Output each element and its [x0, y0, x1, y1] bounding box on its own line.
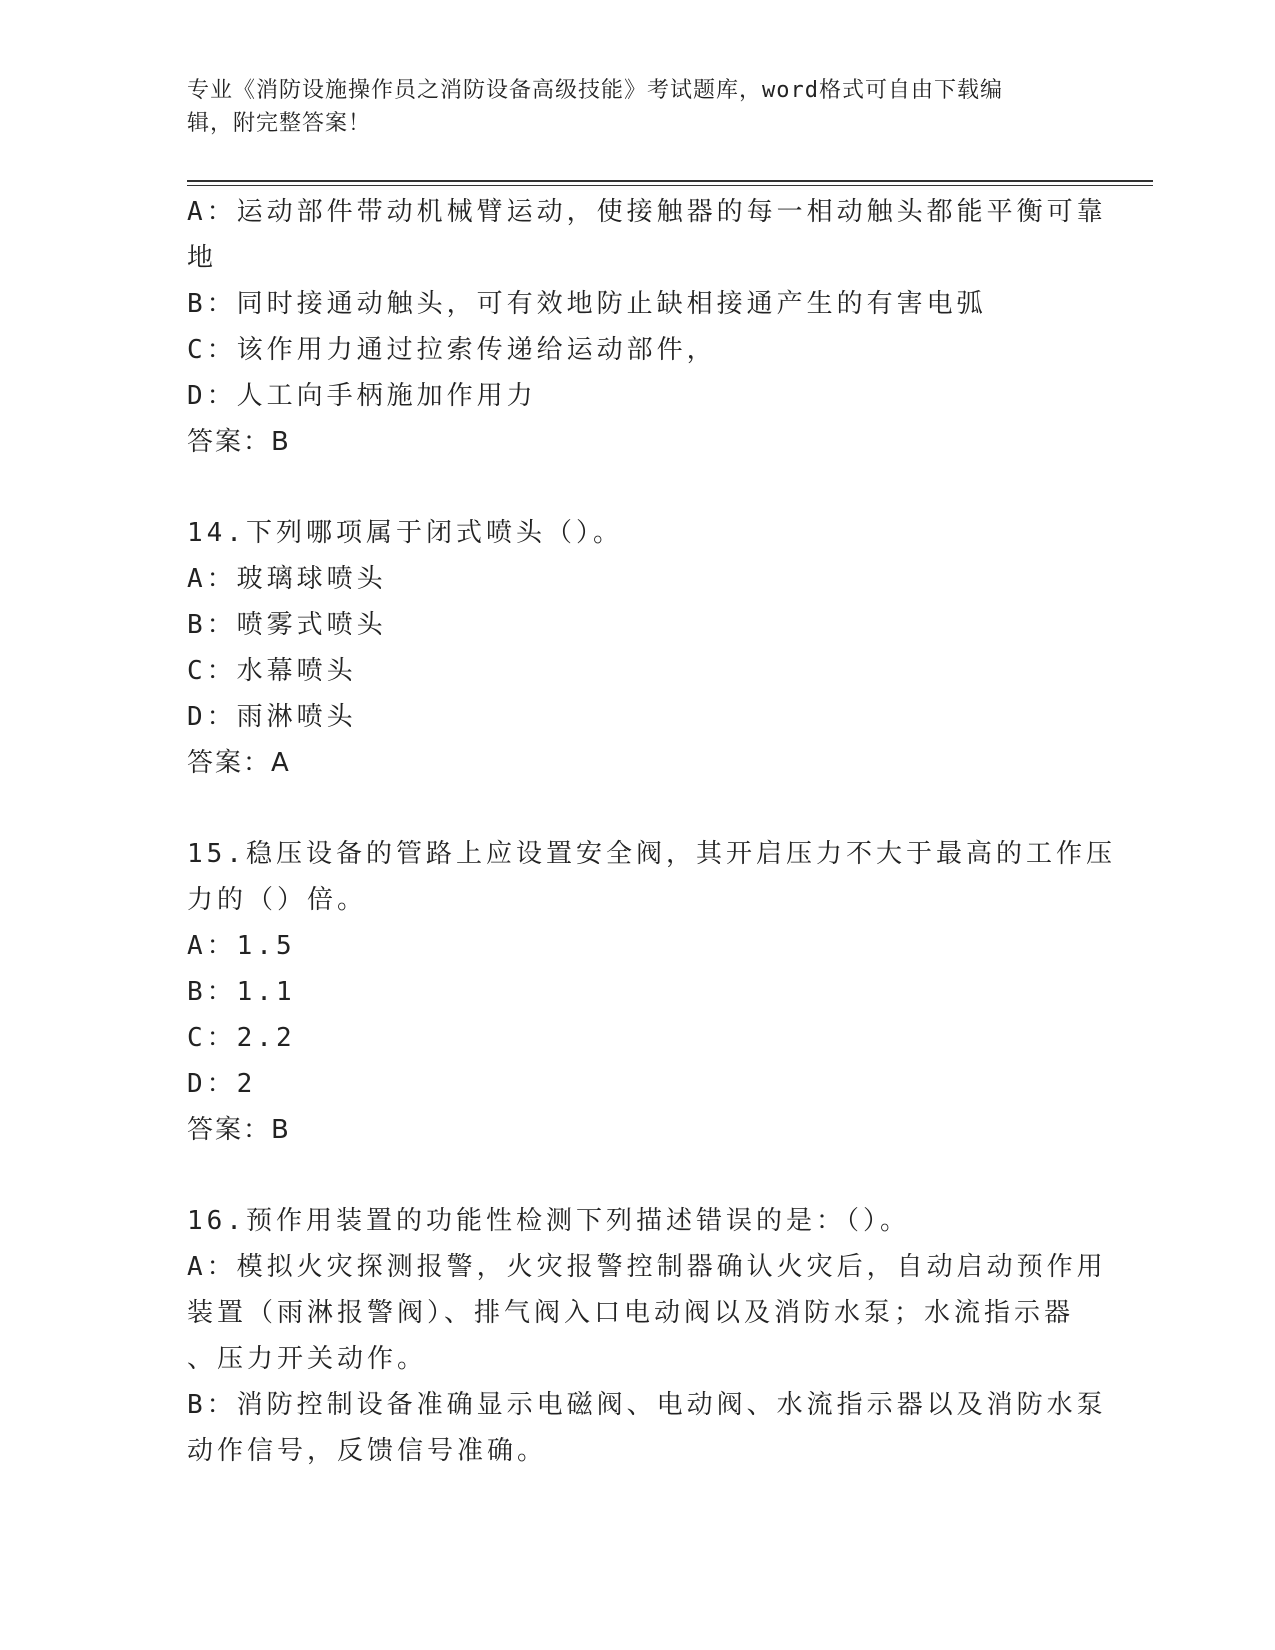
question-text-line-1: 15.稳压设备的管路上应设置安全阀，其开启压力不大于最高的工作压	[187, 839, 1116, 869]
answer: 答案：B	[187, 1115, 291, 1145]
option-a-line-2: 地	[187, 243, 218, 273]
option-b-line-1: B：消防控制设备准确显示电磁阀、电动阀、水流指示器以及消防水泵	[187, 1390, 1107, 1420]
spacer	[187, 786, 1087, 831]
option-a-line-2: 装置（雨淋报警阀）、排气阀入口电动阀以及消防水泵；水流指示器	[187, 1298, 1075, 1328]
option-a-line-1: A：运动部件带动机械臂运动，使接触器的每一相动触头都能平衡可靠	[187, 197, 1107, 227]
question-text-line-2: 力的（）倍。	[187, 885, 368, 915]
question-text: 16.预作用装置的功能性检测下列描述错误的是：（）。	[187, 1206, 910, 1236]
option-a: A：1.5	[187, 931, 296, 961]
header-divider	[187, 180, 1153, 182]
option-c: C：该作用力通过拉索传递给运动部件，	[187, 335, 717, 365]
option-b-line-2: 动作信号，反馈信号准确。	[187, 1436, 548, 1466]
option-c: C：水幕喷头	[187, 656, 357, 686]
question-15	[187, 831, 1116, 1153]
option-a-line-1: A：模拟火灾探测报警，火灾报警控制器确认火灾后，自动启动预作用	[187, 1252, 1107, 1282]
header-line-1: 专业《消防设施操作员之消防设备高级技能》考试题库，word格式可自由下载编	[187, 78, 1003, 103]
header-divider-thin	[187, 185, 1153, 186]
question-list	[187, 189, 1116, 1474]
option-a: A：玻璃球喷头	[187, 564, 387, 594]
spacer	[187, 1153, 1087, 1198]
option-b: B：同时接通动触头，可有效地防止缺相接通产生的有害电弧	[187, 289, 987, 319]
option-d: D：雨淋喷头	[187, 702, 357, 732]
answer: 答案：B	[187, 427, 291, 457]
option-d: D：2	[187, 1069, 257, 1099]
document-header	[187, 74, 1087, 140]
question-13	[187, 189, 1107, 465]
question-16	[187, 1198, 1107, 1474]
option-b: B：喷雾式喷头	[187, 610, 387, 640]
answer: 答案：A	[187, 748, 291, 778]
option-b: B：1.1	[187, 977, 296, 1007]
option-d: D：人工向手柄施加作用力	[187, 381, 537, 411]
option-c: C：2.2	[187, 1023, 296, 1053]
spacer	[187, 465, 1087, 510]
question-14	[187, 510, 1087, 786]
question-text: 14.下列哪项属于闭式喷头（）。	[187, 518, 623, 548]
option-a-line-3: 、压力开关动作。	[187, 1344, 428, 1374]
header-line-2: 辑，附完整答案！	[187, 111, 372, 136]
